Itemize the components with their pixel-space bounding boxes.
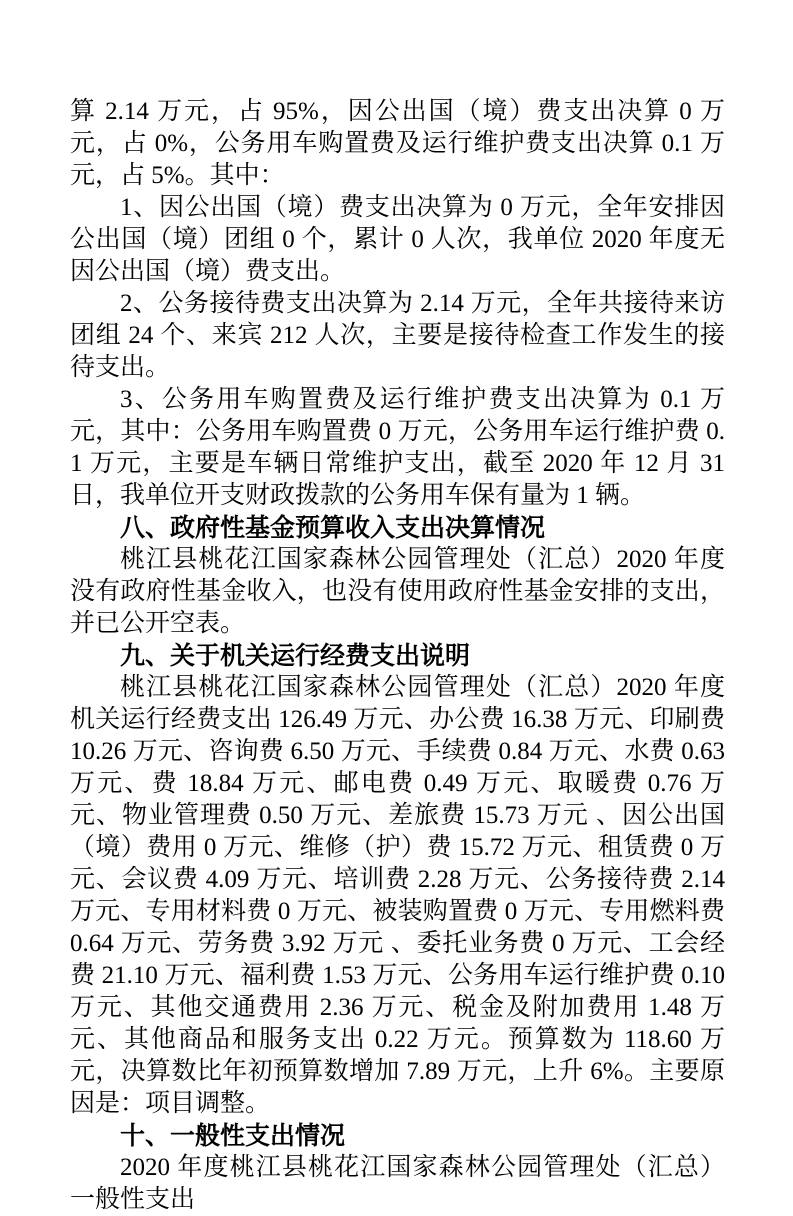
paragraph-government-fund-statement: 桃江县桃花江国家森林公园管理处（汇总）2020 年度没有政府性基金收入，也没有使用政府性基金安排的支出，并已公开空表。 (70, 546, 725, 637)
paragraph-operating-expenses-detail: 桃江县桃花江国家森林公园管理处（汇总）2020 年度机关运行经费支出 126.49 万元、办公费 16.38 万元、印刷费 10.26 万元、咨询费 6.50 万元、手续费 0.84 万元、水费 0.63 万元、费 18.84 万元、邮电费 0.49 万元、取暖费 0.76 万元、物业管理费 0.50 万元、差旅费 15.73 万元 、因公出国（境）费用 0 万元、维修（护）费 15.72 万元、租赁费 0 万元、会议费 4.09 万元、培训费 2.28 万元、公务接待费 2.14 万元、专用材料费 0 万元、被装购置费 0 万元、专用燃料费 0.64 万元、劳务费 3.92 万元 、委托业务费 0 万元、工会经费 21.10 万元、福利费 1.53 万元、公务用车运行维护费 0.10 万元、其他交通费用 2.36 万元、税金及附加费用 1.48 万元、其他商品和服务支出 0.22 万元。预算数为 118.60 万元，决算数比年初预算数增加 7.89 万元，上升 6%。主要原因是：项目调整。 (70, 674, 725, 1117)
section-heading-10-general-expenditure: 十、一般性支出情况 (120, 1122, 346, 1150)
section-heading-8-government-fund-budget: 八、政府性基金预算收入支出决算情况 (120, 514, 546, 542)
paragraph-expense-ratio-continued: 算 2.14 万元，占 95%，因公出国（境）费支出决算 0 万元，占 0%，公务用车购置费及运行维护费支出决算 0.1 万元，占 5%。其中： (70, 98, 725, 189)
paragraph-item-3-official-vehicles: 3、公务用车购置费及运行维护费支出决算为 0.1 万元，其中：公务用车购置费 0 万元，公务用车运行维护费 0.1 万元，主要是车辆日常维护支出，截至 2020 年 12 月 31 日，我单位开支财政拨款的公务用车保有量为 1 辆。 (70, 386, 725, 509)
section-heading-9-operating-expenses: 九、关于机关运行经费支出说明 (120, 642, 471, 670)
paragraph-item-2-official-reception: 2、公务接待费支出决算为 2.14 万元，全年共接待来访团组 24 个、来宾 212 人次，主要是接待检查工作发生的接待支出。 (70, 290, 725, 381)
document-body (70, 96, 725, 1216)
paragraph-general-expenditure-intro: 2020 年度桃江县桃花江国家森林公园管理处（汇总）一般性支出 (70, 1154, 725, 1213)
paragraph-item-1-overseas-trips: 1、因公出国（境）费支出决算为 0 万元，全年安排因公出国（境）团组 0 个，累计 0 人次，我单位 2020 年度无因公出国（境）费支出。 (70, 194, 725, 285)
